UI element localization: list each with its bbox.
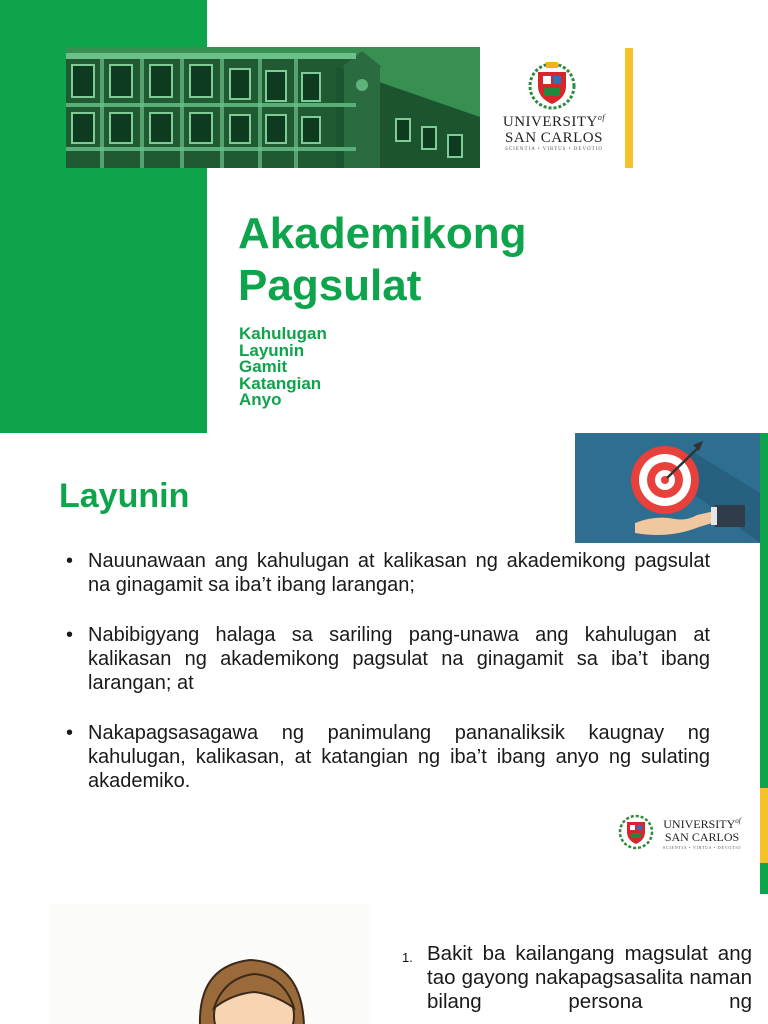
question-number: 1. bbox=[402, 950, 413, 965]
logo-name-line1: UNIVERSITY bbox=[663, 817, 736, 831]
slide-heading: Layunin bbox=[59, 477, 190, 515]
question-item bbox=[402, 942, 752, 1014]
bullet: • bbox=[66, 550, 74, 572]
page-title bbox=[238, 208, 698, 312]
gold-accent-bar bbox=[625, 48, 633, 168]
logo-name-line2: SAN CARLOS bbox=[505, 130, 603, 146]
list-item bbox=[64, 721, 710, 793]
topic-item: Kahulugan bbox=[239, 324, 327, 343]
usc-logo-small bbox=[618, 813, 748, 855]
logo-name-of: of bbox=[597, 113, 606, 122]
thinking-person-icon bbox=[50, 904, 370, 1024]
bullet: • bbox=[66, 722, 74, 744]
slide-title bbox=[0, 0, 768, 433]
objective-text: Nauunawaan ang kahulugan at kalikasan ng akademikong pagsulat na ginagamit sa iba’t ibang larangan; bbox=[88, 550, 710, 596]
title-line2: Pagsulat bbox=[238, 261, 422, 310]
topic-list bbox=[239, 326, 327, 409]
right-accent-stripe-gold bbox=[760, 788, 768, 863]
title-line1: Akademikong bbox=[238, 209, 527, 258]
target-illustration bbox=[575, 433, 760, 543]
topic-item: Katangian bbox=[239, 373, 322, 393]
list-item bbox=[64, 549, 710, 597]
topic-item: Layunin bbox=[239, 340, 305, 360]
logo-motto: SCIENTIA • VIRTUS • DEVOTIO bbox=[662, 845, 742, 850]
slide-objectives bbox=[0, 433, 768, 894]
objective-text: Nakapagsasagawa ng panimulang pananaliksik kaugnay ng kahulugan, kalikasan, at katangian ng iba’t ibang anyo ng sulating akademiko. bbox=[88, 722, 710, 792]
topic-item: Gamit bbox=[239, 357, 288, 377]
objective-text: Nabibigyang halaga sa sariling pang-unawa ang kahulugan at kalikasan ng akademikong pagsulat na ginagamit sa iba’t ibang larangan; at bbox=[88, 624, 710, 694]
bullet: • bbox=[66, 624, 74, 646]
logo-motto: SCIENTIA • VIRTUS • DEVOTIO bbox=[505, 147, 603, 152]
logo-name-line1: UNIVERSITY bbox=[502, 114, 598, 130]
list-item bbox=[64, 623, 710, 695]
logo-name-line2: SAN CARLOS bbox=[664, 830, 740, 844]
cartoon-illustration bbox=[50, 904, 370, 1024]
building-banner-image bbox=[66, 47, 480, 168]
objectives-list bbox=[64, 549, 710, 819]
topic-item: Anyo bbox=[239, 390, 282, 410]
question-text: Bakit ba kailangang magsulat ang tao gayong nakapagsasalita naman bilang persona ng bbox=[427, 942, 752, 1013]
slide-question bbox=[0, 894, 768, 1024]
logo-name-of: of bbox=[735, 817, 741, 825]
usc-seal-icon bbox=[618, 813, 658, 853]
usc-logo bbox=[490, 62, 618, 158]
